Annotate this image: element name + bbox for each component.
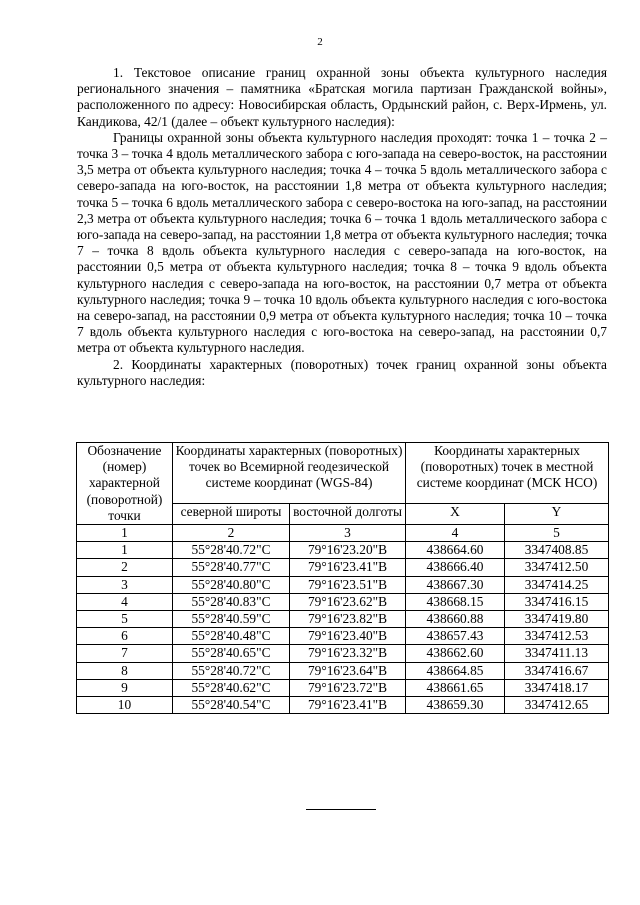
x-coordinate-cell: 438664.60	[406, 542, 505, 559]
latitude-cell: 55°28'40.80"С	[173, 576, 290, 593]
latitude-cell: 55°28'40.62"С	[173, 679, 290, 696]
header-local-system: Координаты характерных (поворотных) точек в местной системе координат (МСК НСО)	[406, 443, 609, 504]
longitude-cell: 79°16'23.72"В	[290, 679, 406, 696]
latitude-cell: 55°28'40.72"С	[173, 542, 290, 559]
x-coordinate-cell: 438668.15	[406, 593, 505, 610]
paragraph-boundary-route: Границы охранной зоны объекта культурного наследия проходят: точка 1 – точка 2 – точка 3 – точка 4 вдоль металлического забора с юго-запада на северо-восток, на расстоянии 3,5 метра от объекта культурного наследия; точка 4 – точка 5 вдоль металлического забора с северо-запада на юго-восток, на расстоянии 1,8 метра от объекта культурного наследия; точка 5 – точка 6 вдоль металлического забора с северо-востока на юго-запад, на расстоянии 2,3 метра от объекта культурного наследия; точка 6 – точка 1 вдоль металлического забора с юго-запада на северо-запад, на расстоянии 1,8 метра от объекта культурного наследия; точка 7 – точка 8 вдоль объекта культурного наследия с северо-запада на юго-восток, на расстоянии 0,5 метра от объекта культурного наследия; точка 8 – точка 9 вдоль объекта культурного наследия с северо-запада на юго-восток, на расстоянии 0,7 метра от объекта культурного наследия; точка 9 – точка 10 вдоль объекта культурного наследия с юго-востока на северо-запад, на расстоянии 0,9 метра от объекта культурного наследия; точка 10 – точка 7 вдоль объекта культурного наследия с юго-востока на северо-запад, на расстоянии 0,7 метра от объекта культурного наследия.	[77, 129, 607, 356]
table-row	[77, 559, 609, 576]
x-coordinate-cell: 438657.43	[406, 628, 505, 645]
point-number-cell: 8	[77, 662, 173, 679]
latitude-cell: 55°28'40.54"С	[173, 697, 290, 714]
column-number: 5	[505, 525, 609, 542]
point-number-cell: 6	[77, 628, 173, 645]
column-number: 4	[406, 525, 505, 542]
latitude-cell: 55°28'40.72"С	[173, 662, 290, 679]
body-text	[77, 65, 607, 389]
longitude-cell: 79°16'23.32"В	[290, 645, 406, 662]
x-coordinate-cell: 438662.60	[406, 645, 505, 662]
column-number: 3	[290, 525, 406, 542]
y-coordinate-cell: 3347419.80	[505, 611, 609, 628]
coordinates-table	[76, 442, 609, 714]
table-row	[77, 662, 609, 679]
y-coordinate-cell: 3347414.25	[505, 576, 609, 593]
column-number: 2	[173, 525, 290, 542]
y-coordinate-cell: 3347408.85	[505, 542, 609, 559]
x-coordinate-cell: 438660.88	[406, 611, 505, 628]
point-number-cell: 1	[77, 542, 173, 559]
longitude-cell: 79°16'23.40"В	[290, 628, 406, 645]
longitude-cell: 79°16'23.20"В	[290, 542, 406, 559]
y-coordinate-cell: 3347412.53	[505, 628, 609, 645]
latitude-cell: 55°28'40.48"С	[173, 628, 290, 645]
column-number: 1	[77, 525, 173, 542]
header-latitude: северной широты	[173, 503, 290, 524]
footer-rule	[306, 809, 376, 810]
point-number-cell: 7	[77, 645, 173, 662]
y-coordinate-cell: 3347416.67	[505, 662, 609, 679]
table-row	[77, 611, 609, 628]
point-number-cell: 9	[77, 679, 173, 696]
table-row	[77, 542, 609, 559]
header-x: X	[406, 503, 505, 524]
latitude-cell: 55°28'40.65"С	[173, 645, 290, 662]
longitude-cell: 79°16'23.64"В	[290, 662, 406, 679]
table-row	[77, 697, 609, 714]
x-coordinate-cell: 438659.30	[406, 697, 505, 714]
paragraph-boundary-description-heading: 1. Текстовое описание границ охранной зоны объекта культурного наследия регионального значения – памятника «Братская могила партизан Гражданской войны», расположенного по адресу: Новосибирская область, Ордынский район, с. Верх-Ирмень, ул. Кандикова, 42/1 (далее – объект культурного наследия):	[77, 65, 607, 129]
point-number-cell: 3	[77, 576, 173, 593]
table-row	[77, 628, 609, 645]
table-row	[77, 679, 609, 696]
header-y: Y	[505, 503, 609, 524]
page-number: 2	[317, 36, 323, 48]
point-number-cell: 2	[77, 559, 173, 576]
longitude-cell: 79°16'23.82"В	[290, 611, 406, 628]
longitude-cell: 79°16'23.41"В	[290, 559, 406, 576]
y-coordinate-cell: 3347418.17	[505, 679, 609, 696]
header-point-number: Обозначение (номер) характерной (поворотной) точки	[77, 443, 173, 525]
y-coordinate-cell: 3347412.50	[505, 559, 609, 576]
point-number-cell: 5	[77, 611, 173, 628]
y-coordinate-cell: 3347416.15	[505, 593, 609, 610]
table-row	[77, 645, 609, 662]
coordinates-rows	[77, 542, 609, 714]
latitude-cell: 55°28'40.59"С	[173, 611, 290, 628]
paragraph-coordinates-heading: 2. Координаты характерных (поворотных) точек границ охранной зоны объекта культурного наследия:	[77, 356, 607, 388]
point-number-cell: 10	[77, 697, 173, 714]
header-longitude: восточной долготы	[290, 503, 406, 524]
point-number-cell: 4	[77, 593, 173, 610]
x-coordinate-cell: 438661.65	[406, 679, 505, 696]
column-number-row	[77, 525, 609, 542]
header-wgs84: Координаты характерных (поворотных) точек во Всемирной геодезической системе координат (WGS-84)	[173, 443, 406, 504]
latitude-cell: 55°28'40.83"С	[173, 593, 290, 610]
longitude-cell: 79°16'23.41"В	[290, 697, 406, 714]
x-coordinate-cell: 438666.40	[406, 559, 505, 576]
y-coordinate-cell: 3347411.13	[505, 645, 609, 662]
y-coordinate-cell: 3347412.65	[505, 697, 609, 714]
x-coordinate-cell: 438667.30	[406, 576, 505, 593]
x-coordinate-cell: 438664.85	[406, 662, 505, 679]
table-row	[77, 576, 609, 593]
table-row	[77, 593, 609, 610]
latitude-cell: 55°28'40.77"С	[173, 559, 290, 576]
longitude-cell: 79°16'23.51"В	[290, 576, 406, 593]
longitude-cell: 79°16'23.62"В	[290, 593, 406, 610]
